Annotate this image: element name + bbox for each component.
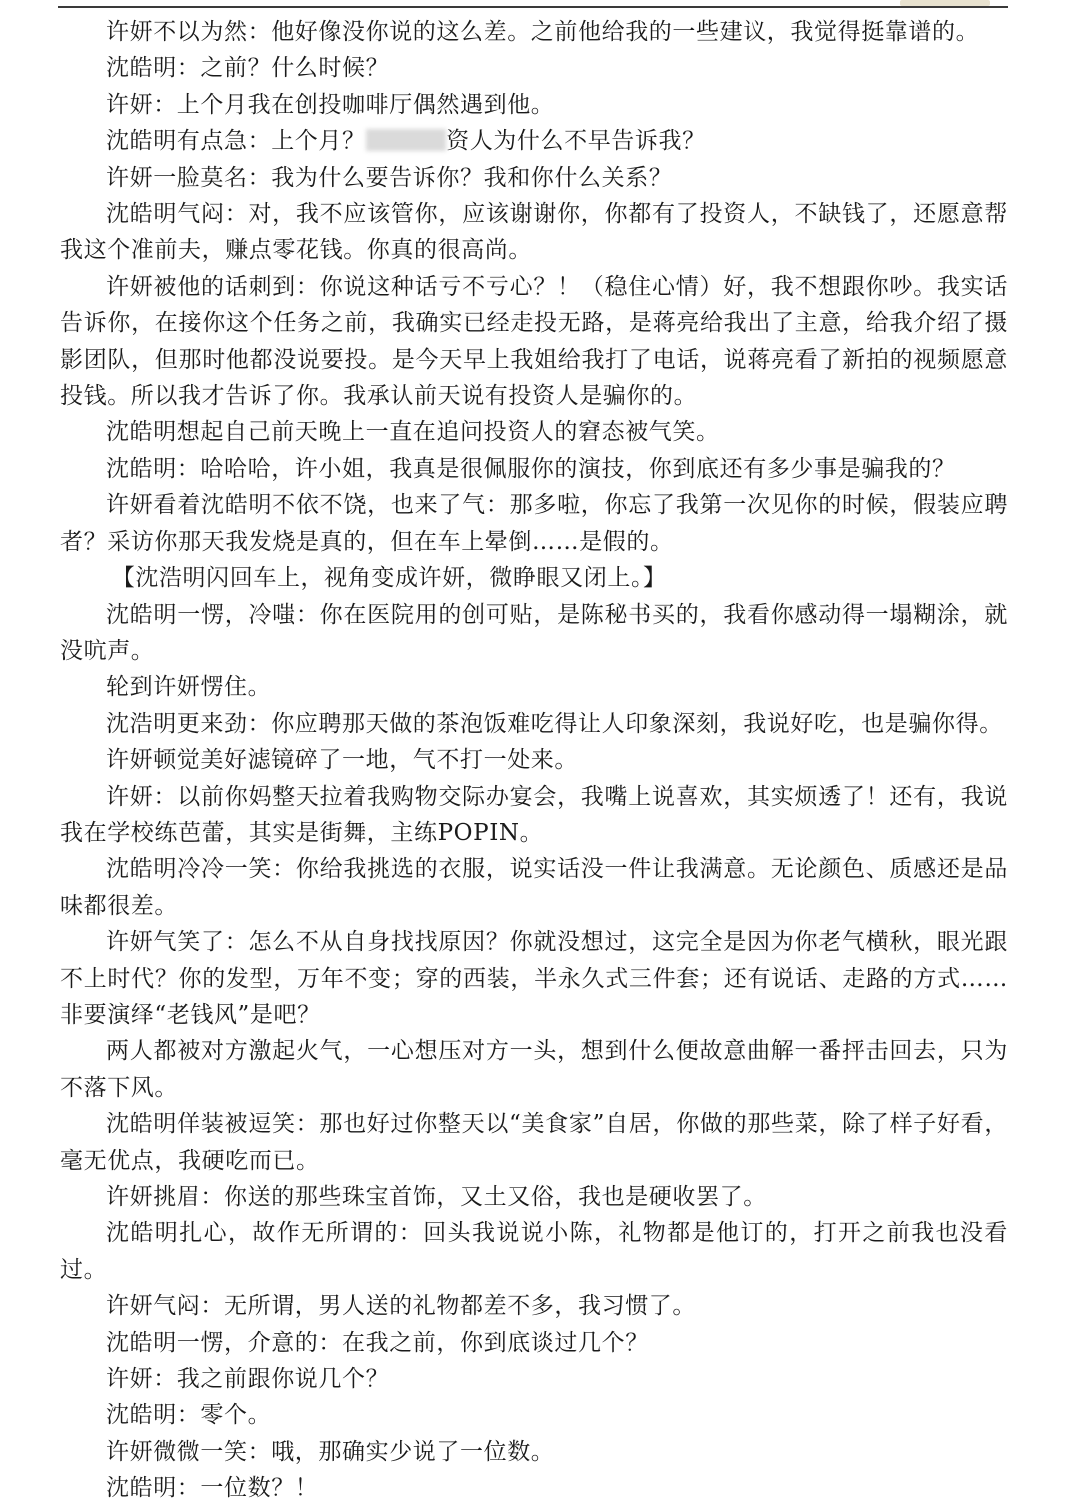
redacted-text-blur: [366, 129, 447, 151]
paragraph: 许妍看着沈皓明不依不饶，也来了气：那多啦，你忘了我第一次见你的时候，假装应聘者？采访你那天我发烧是真的，但在车上晕倒……是假的。: [60, 492, 1008, 555]
stage-direction: 【沈浩明闪回车上，视角变成许妍，微睁眼又闭上。】: [111, 565, 667, 592]
paragraph: 沈皓明一愣，冷嗤：你在医院用的创可贴，是陈秘书买的，我看你感动得一塌糊涂，就没吭声。: [60, 601, 1008, 664]
paragraph: 许妍微微一笑：哦，那确实少说了一位数。: [106, 1438, 555, 1465]
paragraph: 沈皓明一愣，介意的：在我之前，你到底谈过几个？: [106, 1329, 649, 1356]
paragraph: 沈皓明气闷：对，我不应该管你，应该谢谢你，你都有了投资人，不缺钱了，还愿意帮我这个准前夫，赚点零花钱。你真的很高尚。: [60, 201, 1008, 264]
paragraph: 许妍气笑了：怎么不从自身找找原因？你就没想过，这完全是因为你老气横秋，眼光跟不上时代？你的发型，万年不变；穿的西装，半永久式三件套；还有说话、走路的方式……非要演绎“老钱风”是吧？: [60, 929, 1008, 1028]
paragraph: 沈皓明想起自己前天晚上一直在追问投资人的窘态被气笑。: [106, 419, 720, 446]
paragraph: 许妍挑眉：你送的那些珠宝首饰，又土又俗，我也是硬收罢了。: [106, 1184, 767, 1210]
paragraph: 轮到许妍愣住。: [106, 674, 272, 701]
paragraph: 许妍：以前你妈整天拉着我购物交际办宴会，我嘴上说喜欢，其实烦透了！还有，我说我在学校练芭蕾，其实是街舞，主练POPIN。: [60, 783, 1008, 846]
paragraph: 许妍被他的话刺到：你说这种话亏不亏心？！（稳住心情）好，我不想跟你吵。我实话告诉你，在接你这个任务之前，我确实已经走投无路，是蒋亮给我出了主意，给我介绍了摄影团队，但那时他都没说要投。是今天早上我姐给我打了电话，说蒋亮看了新拍的视频愿意投钱。所以我才告诉了你。我承认前天说有投资人是骗你的。: [60, 273, 1008, 410]
paragraph: 沈皓明扎心，故作无所谓的：回头我说说小陈，礼物都是他订的，打开之前我也没看过。: [60, 1220, 1008, 1283]
paragraph: 许妍：上个月我在创投咖啡厅偶然遇到他。: [106, 91, 555, 118]
document-page: [60, 14, 1008, 1507]
paragraph: 许妍一脸莫名：我为什么要告诉你？我和你什么关系？: [106, 164, 673, 191]
paragraph-text-after: 资人为什么不早告诉我？: [446, 128, 706, 155]
paragraph: 沈皓明：之前？什么时候？: [106, 55, 390, 82]
paragraph: 沈皓明：零个。: [106, 1402, 272, 1429]
header-rule: [58, 6, 1008, 8]
paragraph: 许妍顿觉美好滤镜碎了一地，气不打一处来。: [106, 747, 578, 774]
paragraph: 沈浩明更来劲：你应聘那天做的茶泡饭难吃得让人印象深刻，我说好吃，也是骗你得。: [106, 710, 1003, 737]
paragraph: 许妍气闷：无所谓，男人送的礼物都差不多，我习惯了。: [106, 1293, 696, 1320]
paragraph-with-redaction: [60, 123, 1008, 159]
paragraph: 许妍：我之前跟你说几个？: [106, 1366, 390, 1393]
paragraph: 沈皓明：哈哈哈，许小姐，我真是很佩服你的演技，你到底还有多少事是骗我的？: [106, 455, 956, 482]
paragraph: 两人都被对方激起火气，一心想压对方一头，想到什么便故意曲解一番抨击回去，只为不落下风。: [60, 1038, 1008, 1101]
paragraph: 沈皓明冷冷一笑：你给我挑选的衣服，说实话没一件让我满意。无论颜色、质感还是品味都很差。: [60, 856, 1008, 919]
paragraph: 沈皓明佯装被逗笑：那也好过你整天以“美食家”自居，你做的那些菜，除了样子好看，毫无优点，我硬吃而已。: [60, 1111, 1008, 1174]
paragraph-text-before: 沈皓明有点急：上个月？: [106, 128, 366, 155]
paragraph: 沈皓明：一位数？！: [106, 1475, 319, 1502]
paragraph: 许妍不以为然：他好像没你说的这么差。之前他给我的一些建议，我觉得挺靠谱的。: [106, 19, 980, 45]
